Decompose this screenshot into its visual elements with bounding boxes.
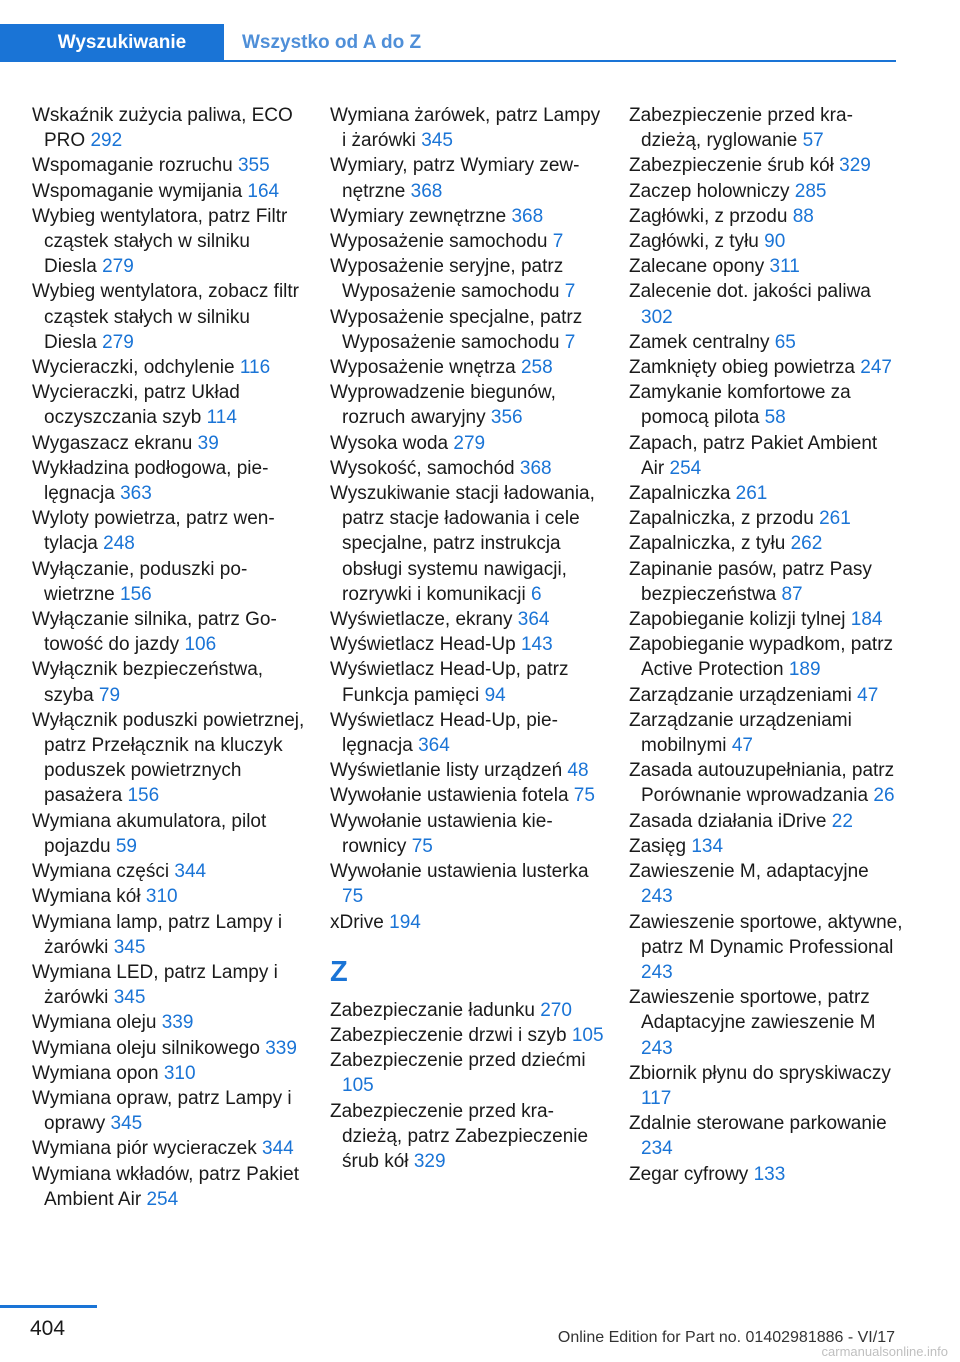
- index-entry-text: Zaczep holowniczy: [629, 180, 795, 202]
- index-entry: [32, 1036, 307, 1061]
- page-reference-link[interactable]: 7: [564, 331, 576, 353]
- index-entry: [629, 632, 904, 682]
- index-entry-text: Wybieg wentylatora, zobacz filtr cząstek stałych w silniku Diesla: [32, 281, 299, 353]
- index-entry-text: Zarządzanie urządzeniami mobilnymi: [629, 709, 852, 757]
- index-entry-text: Zapalniczka, z tyłu: [629, 533, 791, 555]
- page-reference-link[interactable]: 279: [453, 432, 486, 454]
- index-entry-text: Zegar cyfrowy: [629, 1163, 754, 1185]
- index-entry: [330, 103, 605, 153]
- index-entry-text: Wymiana akumulatora, pilot pojazdu: [32, 810, 267, 857]
- page-reference-link[interactable]: 117: [641, 1087, 672, 1109]
- index-entry: [629, 103, 904, 153]
- page-reference-link[interactable]: 285: [794, 180, 827, 202]
- index-entry: [32, 506, 307, 556]
- page-reference-link[interactable]: 47: [731, 735, 753, 757]
- index-entry-text: Zamek centralny: [629, 331, 775, 353]
- page-reference-link[interactable]: 7: [564, 281, 576, 303]
- index-entry: [629, 229, 904, 254]
- index-entry: [629, 607, 904, 632]
- page-reference-link[interactable]: 261: [819, 508, 851, 530]
- index-entry-text: Wymiana lamp, patrz Lampy i żarówki: [32, 911, 283, 958]
- index-entry-text: Wyłączanie silnika, patrz Gotowość do jazdy: [32, 609, 277, 656]
- index-entry: [629, 834, 904, 859]
- page-reference-link[interactable]: 279: [102, 256, 134, 278]
- index-entry: [32, 1061, 307, 1086]
- index-entry: [32, 884, 307, 909]
- index-entry-text: Zabezpieczenie przed dziećmi: [330, 1050, 586, 1072]
- index-entry: [32, 355, 307, 380]
- index-entry: [330, 910, 605, 935]
- index-entry: [629, 506, 904, 531]
- index-entry-text: Zamknięty obieg powietrza: [629, 357, 861, 379]
- page-reference-link[interactable]: 368: [511, 205, 544, 227]
- index-entry-text: Zapalniczka, z przodu: [629, 508, 820, 530]
- page-reference-link[interactable]: 292: [90, 130, 123, 152]
- page-reference-link[interactable]: 87: [781, 583, 803, 605]
- index-entry: [330, 998, 605, 1023]
- page-reference-link[interactable]: 344: [174, 861, 207, 883]
- index-entry-text: Wycieraczki, odchylenie: [32, 357, 240, 379]
- page-reference-link[interactable]: 7: [552, 231, 564, 253]
- index-entry: [32, 179, 307, 204]
- page-reference-link[interactable]: 279: [102, 331, 134, 353]
- index-entry: [629, 279, 904, 329]
- index-entry: [330, 607, 605, 632]
- index-entry: [32, 607, 307, 657]
- index-entry-text: Wymiary zewnętrzne: [330, 205, 512, 227]
- index-entry-text: Zalecane opony: [629, 256, 770, 278]
- index-entry: [32, 557, 307, 607]
- page-reference-link[interactable]: 106: [184, 634, 217, 656]
- index-entry-text: Wymiana piór wycieraczek: [32, 1138, 263, 1160]
- index-entry: [330, 809, 605, 859]
- index-entry-text: Zasada autouzupełniania, patrz Porównanie wprowadzania: [629, 760, 895, 807]
- index-entry: [330, 1048, 605, 1098]
- page-reference-link[interactable]: 65: [774, 331, 796, 353]
- index-entry-text: Wybieg wentylatora, patrz Filtr cząstek stałych w silniku Diesla: [32, 205, 288, 278]
- page-reference-link[interactable]: 368: [410, 180, 443, 202]
- index-entry-text: Zapobieganie wypadkom, patrz Active Protection: [629, 634, 894, 681]
- index-entry-text: Wywołanie ustawienia kierownicy: [330, 810, 553, 857]
- index-entry: [330, 758, 605, 783]
- page-reference-link[interactable]: 88: [792, 205, 814, 227]
- index-column-3: [629, 103, 904, 1187]
- index-entry: [629, 481, 904, 506]
- page-reference-link[interactable]: 311: [769, 256, 800, 278]
- index-entry: [330, 481, 605, 607]
- index-entry: [629, 557, 904, 607]
- page-header: [0, 0, 960, 62]
- index-entry-text: Wyłącznik poduszki powietrznej, patrz Przełącznik na kluczyk poduszek powietrznych pasażera: [32, 709, 305, 807]
- page-reference-link[interactable]: 22: [831, 810, 853, 832]
- page-reference-link[interactable]: 329: [839, 155, 871, 177]
- index-entry-text: Zagłówki, z tyłu: [629, 231, 765, 253]
- page-reference-link[interactable]: 156: [127, 785, 160, 807]
- page-reference-link[interactable]: 79: [98, 684, 121, 706]
- page-reference-link[interactable]: 134: [691, 835, 724, 857]
- section-letter: Z: [330, 955, 348, 988]
- index-entry: [32, 960, 307, 1010]
- index-entry-text: Zabezpieczenie przed kradzieżą, ryglowanie: [629, 105, 853, 152]
- index-entry-text: Zapalniczka: [629, 483, 736, 505]
- page-reference-link[interactable]: 302: [641, 306, 673, 328]
- index-entry: [330, 355, 605, 380]
- index-entry: [629, 758, 904, 808]
- index-entry-text: Zapobieganie kolizji tylnej: [629, 609, 851, 631]
- index-entry-text: Zamykanie komfortowe za pomocą pilota: [629, 382, 851, 429]
- index-entry-text: Wyposażenie wnętrza: [330, 357, 521, 379]
- page-reference-link[interactable]: 75: [411, 835, 433, 857]
- edition-note: Online Edition for Part no. 01402981886 - VI/17: [557, 1329, 895, 1346]
- index-entry-text: Wyloty powietrza, patrz wentylacja: [32, 508, 275, 555]
- index-entry-text: Wyprowadzenie biegunów, rozruch awaryjny: [330, 382, 556, 429]
- page-reference-link[interactable]: 344: [262, 1138, 294, 1160]
- index-entry: [330, 204, 605, 229]
- index-entry-text: Wyświetlacz Head-Up, patrz Funkcja pamięci: [330, 659, 569, 706]
- index-entry: [330, 153, 605, 203]
- page-reference-link[interactable]: 133: [753, 1163, 786, 1185]
- page-reference-link[interactable]: 248: [103, 533, 135, 555]
- index-entry-text: Wyświetlacze, ekrany: [330, 609, 518, 631]
- index-entry: [330, 783, 605, 808]
- index-entry: [629, 531, 904, 556]
- index-entry-text: Wyszukiwanie stacji ładowania, patrz stacje ładowania i cele specjalne, patrz instrukcja obsługi systemu nawigacji, rozrywki i komunikacji: [330, 483, 595, 605]
- page-reference-link[interactable]: 254: [669, 457, 702, 479]
- index-entry-text: Zagłówki, z przodu: [629, 205, 793, 227]
- index-entry-text: Wyposażenie seryjne, patrz Wyposażenie samochodu: [330, 256, 565, 303]
- index-entry-text: Wspomaganie rozruchu: [32, 155, 238, 177]
- page-reference-link[interactable]: 345: [421, 130, 453, 152]
- index-entry: [330, 1099, 605, 1175]
- index-entry: [32, 456, 307, 506]
- index-entry: [629, 204, 904, 229]
- page-reference-link[interactable]: 339: [265, 1037, 297, 1059]
- index-entry: [629, 985, 904, 1061]
- index-entry: [32, 153, 307, 178]
- index-entry-text: Wymiana kół: [32, 886, 146, 908]
- page-reference-link[interactable]: 363: [120, 483, 152, 505]
- index-entry-text: Wymiana części: [32, 861, 175, 883]
- index-entry: [32, 708, 307, 809]
- index-entry-text: Zawieszenie M, adaptacyjne: [629, 861, 869, 883]
- index-entry-text: Wysoka woda: [330, 432, 454, 454]
- index-entry: [629, 910, 904, 986]
- page-reference-link[interactable]: 243: [641, 961, 673, 983]
- index-entry-text: Zdalnie sterowane parkowanie: [629, 1113, 887, 1135]
- index-entry: [32, 657, 307, 707]
- page-reference-link[interactable]: 48: [567, 760, 589, 782]
- index-entry: [32, 859, 307, 884]
- page-reference-link[interactable]: 310: [145, 886, 178, 908]
- index-entry: [629, 683, 904, 708]
- index-column-2: [330, 103, 605, 1174]
- index-entry: [32, 910, 307, 960]
- index-entry-text: xDrive: [330, 911, 390, 933]
- page-reference-link[interactable]: 234: [641, 1138, 673, 1160]
- index-entry-text: Wspomaganie wymijania: [32, 180, 248, 202]
- index-entry: [32, 1086, 307, 1136]
- index-entry: [330, 229, 605, 254]
- page-reference-link[interactable]: 90: [764, 231, 786, 253]
- index-entry: [330, 305, 605, 355]
- index-entry: [330, 380, 605, 430]
- index-entry-text: Wyświetlacz Head-Up: [330, 634, 521, 656]
- index-entry-text: Wymiana LED, patrz Lampy i żarówki: [32, 961, 278, 1009]
- index-entry-text: Wymiana opon: [32, 1062, 164, 1084]
- page-reference-link[interactable]: 194: [389, 911, 421, 933]
- page-reference-link[interactable]: 310: [163, 1062, 196, 1084]
- index-entry-text: Wywołanie ustawienia fotela: [330, 785, 574, 807]
- page-reference-link[interactable]: 364: [517, 609, 550, 631]
- index-entry: [629, 708, 904, 758]
- index-entry: [330, 632, 605, 657]
- index-entry-text: Wyposażenie samochodu: [330, 231, 553, 253]
- page-reference-link[interactable]: 355: [237, 155, 270, 177]
- page-reference-link[interactable]: 364: [418, 735, 450, 757]
- page-reference-link[interactable]: 368: [519, 457, 552, 479]
- page-reference-link[interactable]: 47: [857, 684, 879, 706]
- index-entry-text: Wymiana oleju: [32, 1012, 162, 1034]
- index-entry-text: Zalecenie dot. jakości paliwa: [629, 281, 871, 303]
- index-entry-text: Wyłącznik bezpieczeństwa, szyba: [32, 659, 264, 706]
- index-entry-text: Zarządzanie urządzeniami: [629, 684, 858, 706]
- index-entry-text: Wysokość, samochód: [330, 457, 520, 479]
- index-entry: [32, 1136, 307, 1161]
- page-reference-link[interactable]: 143: [520, 634, 553, 656]
- page-reference-link[interactable]: 75: [573, 785, 595, 807]
- index-entry: [629, 859, 904, 909]
- page-reference-link[interactable]: 345: [113, 936, 146, 958]
- index-entry: [330, 1023, 605, 1048]
- index-entry: [330, 708, 605, 758]
- index-entry: [32, 1010, 307, 1035]
- index-entry-text: Zabezpieczenie przed kradzieżą, patrz Zabezpieczenie śrub kół: [330, 1100, 589, 1172]
- page-reference-link[interactable]: 262: [790, 533, 823, 555]
- index-entry: [629, 355, 904, 380]
- index-column-1: [32, 103, 307, 1212]
- index-entry-text: Zabezpieczanie ładunku: [330, 999, 541, 1021]
- index-entry-text: Wskaźnik zużycia paliwa, ECO PRO: [32, 105, 293, 152]
- index-entry-text: Wyświetlacz Head-Up, pielęgnacja: [330, 709, 558, 757]
- index-entry-text: Zbiornik płynu do spryskiwaczy: [629, 1062, 891, 1084]
- index-entry-text: Wygaszacz ekranu: [32, 432, 198, 454]
- index-entry: [330, 431, 605, 456]
- index-entry-text: Zawieszenie sportowe, aktywne, patrz M Dynamic Professional: [629, 911, 903, 958]
- page-number: 404: [30, 1317, 66, 1340]
- index-entry: [32, 380, 307, 430]
- index-entry-text: Zapach, patrz Pakiet Ambient Air: [629, 432, 878, 479]
- index-entry: [629, 431, 904, 481]
- page-reference-link[interactable]: 6: [530, 583, 542, 605]
- index-entry: [629, 1111, 904, 1161]
- index-entry-text: Wyłączanie, poduszki powietrzne: [32, 558, 248, 605]
- page-reference-link[interactable]: 270: [540, 999, 572, 1021]
- page-reference-link[interactable]: 345: [110, 1113, 143, 1135]
- index-entry-text: Wymiana opraw, patrz Lampy i oprawy: [32, 1087, 292, 1135]
- index-entry-text: Zasada działania iDrive: [629, 810, 832, 832]
- index-entry-text: Wymiary, patrz Wymiary zewnętrzne: [330, 155, 580, 202]
- index-entry-text: Wyposażenie specjalne, patrz Wyposażenie samochodu: [330, 306, 583, 353]
- page-reference-link[interactable]: 189: [788, 659, 821, 681]
- watermark: carmanualsonline.info: [821, 1344, 948, 1359]
- page-reference-link[interactable]: 105: [571, 1024, 604, 1046]
- index-entry: [32, 103, 307, 153]
- page-reference-link[interactable]: 243: [641, 1037, 673, 1059]
- index-entry-text: Wymiana oleju silnikowego: [32, 1037, 266, 1059]
- page-reference-link[interactable]: 57: [802, 130, 824, 152]
- page-reference-link[interactable]: 114: [206, 407, 237, 429]
- index-entry-text: Wyświetlanie listy urządzeń: [330, 760, 568, 782]
- page-reference-link[interactable]: 94: [484, 684, 506, 706]
- tab-wyszukiwanie[interactable]: Wyszukiwanie: [0, 24, 224, 62]
- page-reference-link[interactable]: 26: [873, 785, 895, 807]
- index-entry: [330, 456, 605, 481]
- index-entry: [330, 657, 605, 707]
- tab-wszystko-od-a-do-z[interactable]: Wszystko od A do Z: [242, 32, 422, 53]
- page-reference-link[interactable]: 261: [735, 483, 768, 505]
- page-reference-link[interactable]: 247: [860, 357, 892, 379]
- index-entry-text: Zapinanie pasów, patrz Pasy bezpieczeństwa: [629, 558, 872, 605]
- index-entry: [629, 1061, 904, 1111]
- index-entry: [629, 254, 904, 279]
- page-reference-link[interactable]: 58: [764, 407, 786, 429]
- index-entry: [32, 809, 307, 859]
- page-reference-link[interactable]: 116: [239, 357, 271, 379]
- index-entry-text: Zabezpieczenie śrub kół: [629, 155, 840, 177]
- index-entry: [629, 330, 904, 355]
- index-entry: [629, 179, 904, 204]
- page-reference-link[interactable]: 164: [247, 180, 280, 202]
- page-reference-link[interactable]: 184: [850, 609, 883, 631]
- index-entry: [32, 279, 307, 355]
- index-entry: [330, 254, 605, 304]
- index-entry: [629, 153, 904, 178]
- index-entry-text: Zawieszenie sportowe, patrz Adaptacyjne zawieszenie M: [629, 987, 876, 1034]
- index-entry: [32, 431, 307, 456]
- page-reference-link[interactable]: 243: [641, 886, 673, 908]
- page-reference-link[interactable]: 105: [342, 1075, 374, 1097]
- index-entry: [629, 809, 904, 834]
- index-entry-text: Wycieraczki, patrz Układ oczyszczania szyb: [32, 382, 240, 429]
- page-reference-link[interactable]: 339: [161, 1012, 194, 1034]
- footer-divider: [0, 1305, 97, 1308]
- page-reference-link[interactable]: 329: [413, 1150, 446, 1172]
- index-entry: [629, 1162, 904, 1187]
- page-reference-link[interactable]: 254: [146, 1188, 179, 1210]
- index-entry: [629, 380, 904, 430]
- page-reference-link[interactable]: 345: [113, 987, 146, 1009]
- index-entry-text: Wymiana wkładów, patrz Pakiet Ambient Air: [32, 1163, 299, 1210]
- page-reference-link[interactable]: 356: [490, 407, 523, 429]
- page-reference-link[interactable]: 75: [342, 886, 364, 908]
- index-entry-text: Wykładzina podłogowa, pielęgnacja: [32, 457, 269, 505]
- page-reference-link[interactable]: 59: [115, 835, 137, 857]
- index-entry-text: Wymiana żarówek, patrz Lampy i żarówki: [330, 105, 601, 152]
- index-entry: [330, 859, 605, 909]
- index-entry: [32, 1162, 307, 1212]
- page-reference-link[interactable]: 156: [120, 583, 152, 605]
- index-entry-text: Zasięg: [629, 835, 692, 857]
- index-entry-text: Zabezpieczenie drzwi i szyb: [330, 1024, 572, 1046]
- page-reference-link[interactable]: 258: [520, 357, 553, 379]
- index-entry: [32, 204, 307, 280]
- page-reference-link[interactable]: 39: [197, 432, 219, 454]
- header-divider: [224, 60, 896, 62]
- index-entry-text: Wywołanie ustawienia lusterka: [330, 861, 589, 883]
